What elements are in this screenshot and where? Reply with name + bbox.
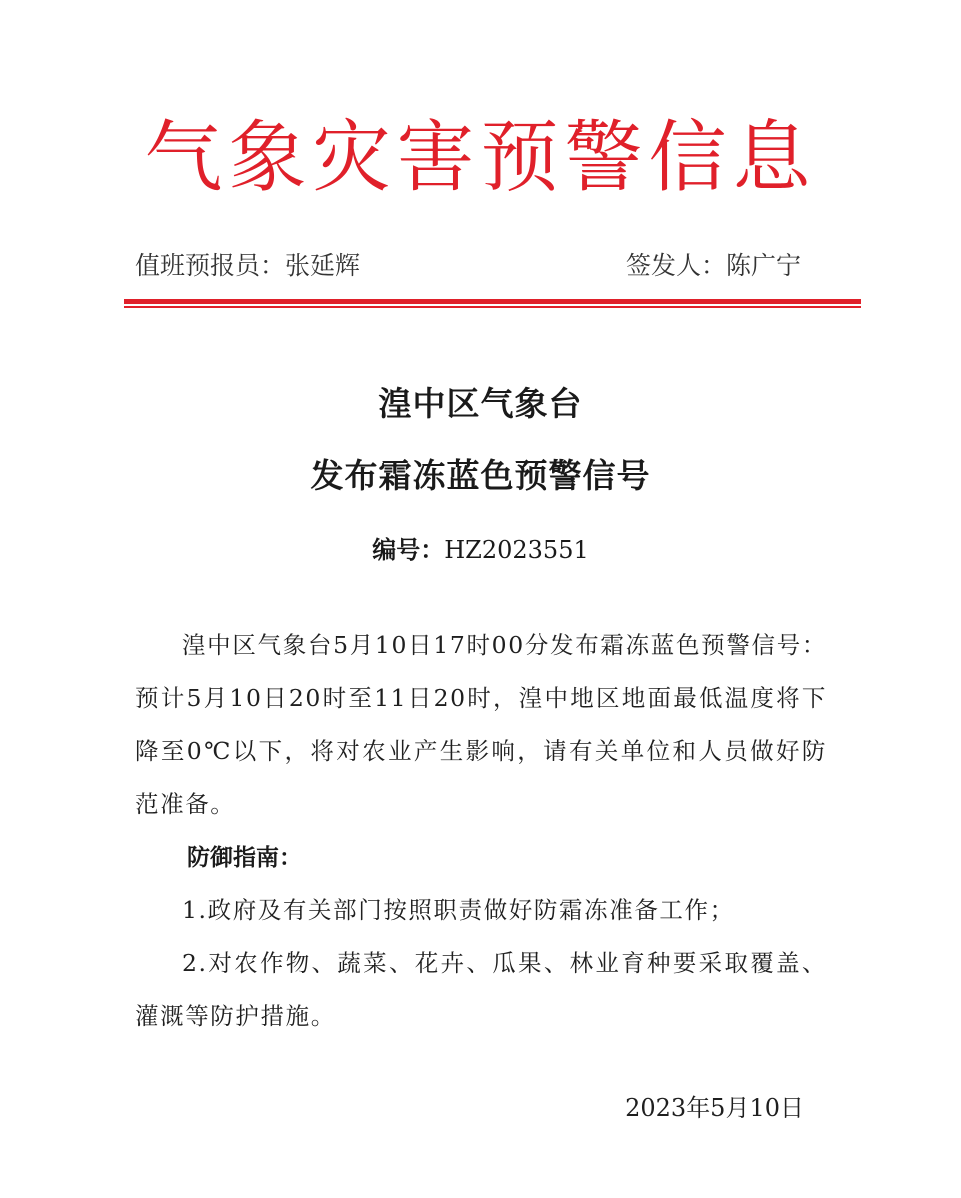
- guide-item-1: 1.政府及有关部门按照职责做好防霜冻准备工作；: [182, 896, 735, 924]
- body-paragraph: 湟中区气象台5月10日17时00分发布霜冻蓝色预警信号：预计5月10日20时至11日20时，湟中地区地面最低温度将下降至0℃以下，将对农业产生影响，请有关单位和人员做好防范准备。: [135, 631, 827, 818]
- masthead-title: 气象灾害预警信息: [144, 113, 817, 203]
- red-divider: [124, 299, 861, 309]
- issue-date: 2023年5月10日: [625, 1094, 804, 1122]
- serial-label: 编号：: [372, 536, 445, 564]
- guide-item-2: 2.对农作物、蔬菜、花卉、瓜果、林业育种要采取覆盖、灌溉等防护措施。: [135, 949, 827, 1030]
- serial-number: [0, 530, 961, 565]
- forecaster-label: 值班预报员：张延辉: [135, 251, 361, 280]
- red-divider-thick: [124, 299, 861, 304]
- document-title-line-2: 发布霜冻蓝色预警信号: [310, 456, 651, 495]
- serial-value: HZ2023551: [444, 536, 589, 564]
- red-divider-thin: [124, 306, 861, 308]
- issuer-label: 签发人：陈广宁: [625, 251, 801, 280]
- document-title-line-1: 湟中区气象台: [378, 384, 583, 423]
- guide-heading: 防御指南：: [187, 845, 302, 871]
